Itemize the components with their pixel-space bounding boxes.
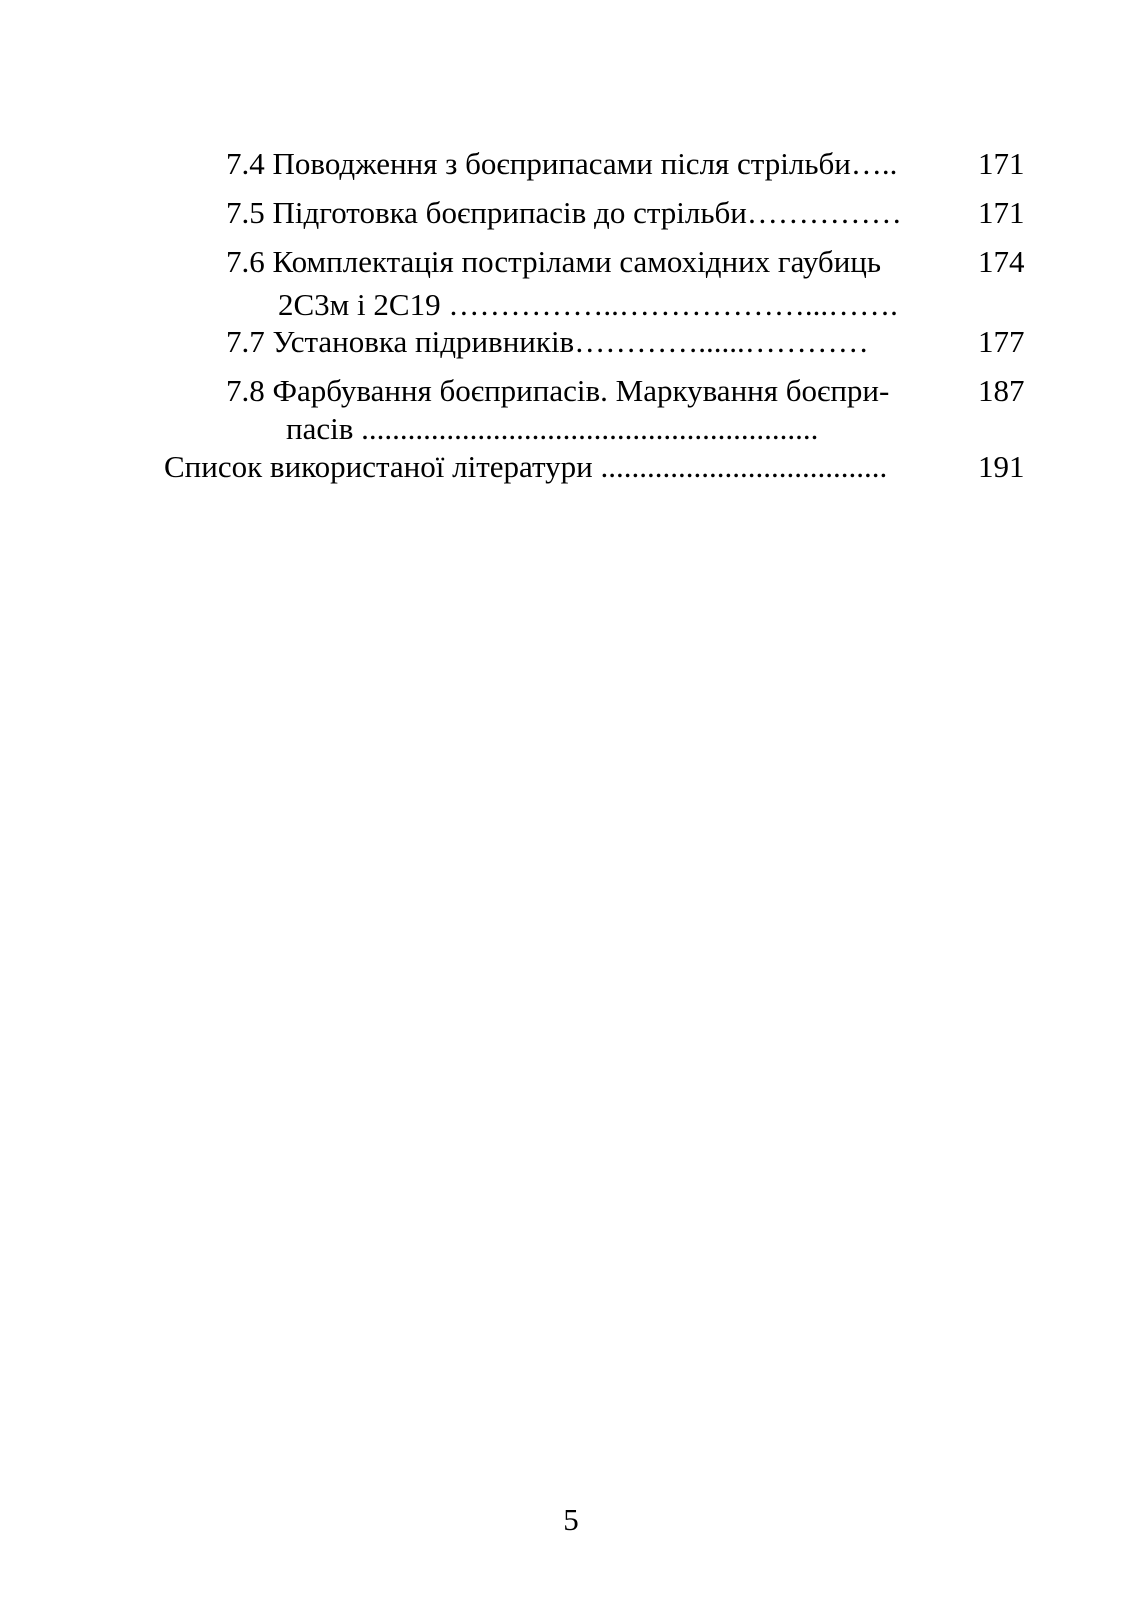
toc-entry-page: 187 [978,373,1025,408]
toc-entry-title: 7.6 Комплектація пострілами самохідних гаубиць [226,244,882,279]
toc-entry-title: 7.8 Фарбування боєприпасів. Маркування боєпри- [226,373,890,408]
toc-entry-page: 174 [978,244,1025,279]
toc-entry-page: 191 [978,449,1025,484]
page-number: 5 [563,1502,579,1537]
toc-entry-title-continuation: 2С3м і 2С19 ……………..………………...……. [278,287,898,322]
toc-entry-page: 177 [978,324,1025,359]
toc-entry-title: 7.7 Установка підривників…………......………… [226,324,869,359]
toc-entry-title: 7.5 Підготовка боєприпасів до стрільби…………… [226,195,902,230]
toc-entry-title-continuation: пасів ........................................................... [286,411,819,446]
toc-entry-title: 7.4 Поводження з боєприпасами після стрільби….. [226,146,898,181]
toc-entry-page: 171 [978,195,1025,230]
toc-entry-title: Список використаної літератури ..................................... [164,449,888,484]
toc-entry-page: 171 [978,146,1025,181]
